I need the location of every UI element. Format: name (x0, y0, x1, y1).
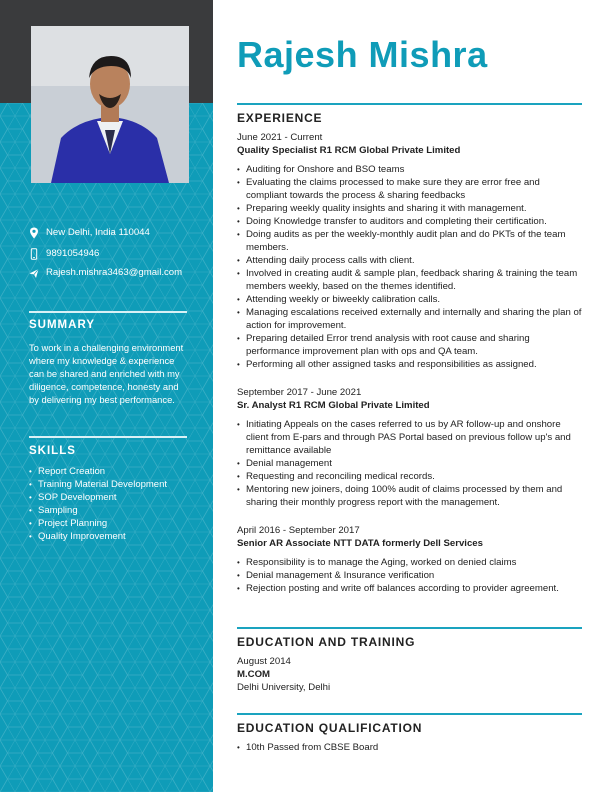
job-duties (237, 418, 582, 509)
skill-item: • SOP Development (29, 491, 167, 504)
education-school: Delhi University, Delhi (237, 682, 331, 693)
candidate-name: Rajesh Mishra (237, 34, 488, 75)
duty-item: • Initiating Appeals on the cases referred to us by AR follow-up and onshore client from E-pars and through PAS Portal based on previous follow up's and remittance available (237, 418, 582, 457)
job-duties (237, 163, 582, 371)
duty-item: • Managing escalations received externally and internally and sharing the plan of action for improvement. (237, 306, 582, 332)
duty-item: • Preparing detailed Error trend analysis with root cause and sharing performance improvement plan with ops and QA team. (237, 332, 582, 358)
job-title: Senior AR Associate NTT DATA formerly Dell Services (237, 538, 483, 549)
duty-item: • Rejection posting and write off balances according to provider agreement. (237, 582, 582, 595)
education-degree: M.COM (237, 669, 271, 680)
section-divider (237, 627, 582, 629)
summary-heading: SUMMARY (29, 319, 95, 331)
skill-item: • Report Creation (29, 465, 167, 478)
job-dates: June 2021 - Current (237, 132, 323, 143)
duty-item: • Doing Knowledge transfer to auditors and completing their certification. (237, 215, 582, 228)
duty-item: • Denial management (237, 457, 582, 470)
location-text: New Delhi, India 110044 (46, 227, 150, 238)
duty-item: • Attending weekly or biweekly calibration calls. (237, 293, 582, 306)
section-divider (237, 713, 582, 715)
skill-item: • Project Planning (29, 517, 167, 530)
skill-item: • Sampling (29, 504, 167, 517)
skills-heading: SKILLS (29, 445, 76, 457)
qualification-item: • 10th Passed from CBSE Board (237, 741, 582, 754)
phone-icon (29, 248, 39, 260)
sidebar (0, 0, 213, 792)
education-date: August 2014 (237, 656, 291, 667)
section-divider (237, 103, 582, 105)
duty-item: • Attending daily process calls with client. (237, 254, 582, 267)
job-dates: September 2017 - June 2021 (237, 387, 362, 398)
experience-heading: EXPERIENCE (237, 111, 323, 125)
duty-item: • Involved in creating audit & sample plan, feedback sharing & training the team members weekly, based on the themes identified. (237, 267, 582, 293)
skill-item: • Quality Improvement (29, 530, 167, 543)
job-dates: April 2016 - September 2017 (237, 525, 360, 536)
qualification-list (237, 741, 582, 754)
email-link[interactable]: Rajesh.mishra3463@gmail.com (46, 267, 183, 278)
duty-item: • Performing all other assigned tasks and responsibilities as assigned. (237, 358, 582, 371)
duty-item: • Preparing weekly quality insights and sharing it with management. (237, 202, 582, 215)
education-qualification-heading: EDUCATION QUALIFICATION (237, 721, 423, 735)
duty-item: • Mentoring new joiners, doing 100% audit of claims processed by them and sharing their monthly progress report with the management. (237, 483, 582, 509)
duty-item: • Requesting and reconciling medical records. (237, 470, 582, 483)
divider (29, 436, 187, 438)
location-pin-icon (29, 227, 39, 239)
summary-text: To work in a challenging environment where my knowledge & experience can be shared and enriched with my diligence, competence, honesty and by delivering my best performance. (29, 342, 184, 405)
duty-item: • Denial management & Insurance verification (237, 569, 582, 582)
job-title: Quality Specialist R1 RCM Global Private Limited (237, 145, 461, 156)
send-icon (29, 267, 39, 279)
duty-item: • Auditing for Onshore and BSO teams (237, 163, 582, 176)
duty-item: • Doing audits as per the weekly-monthly audit plan and do PKTs of the team members. (237, 228, 582, 254)
job-title: Sr. Analyst R1 RCM Global Private Limited (237, 400, 430, 411)
job-duties (237, 556, 582, 595)
divider (29, 311, 187, 313)
skill-item: • Training Material Development (29, 478, 167, 491)
duty-item: • Evaluating the claims processed to make sure they are error free and compliant towards the process & sharing feedbacks (237, 176, 582, 202)
duty-item: • Responsibility is to manage the Aging, worked on denied claims (237, 556, 582, 569)
skills-list (29, 465, 167, 543)
phone-text: 9891054946 (46, 248, 100, 259)
profile-photo (31, 26, 189, 183)
education-training-heading: EDUCATION AND TRAINING (237, 635, 416, 649)
